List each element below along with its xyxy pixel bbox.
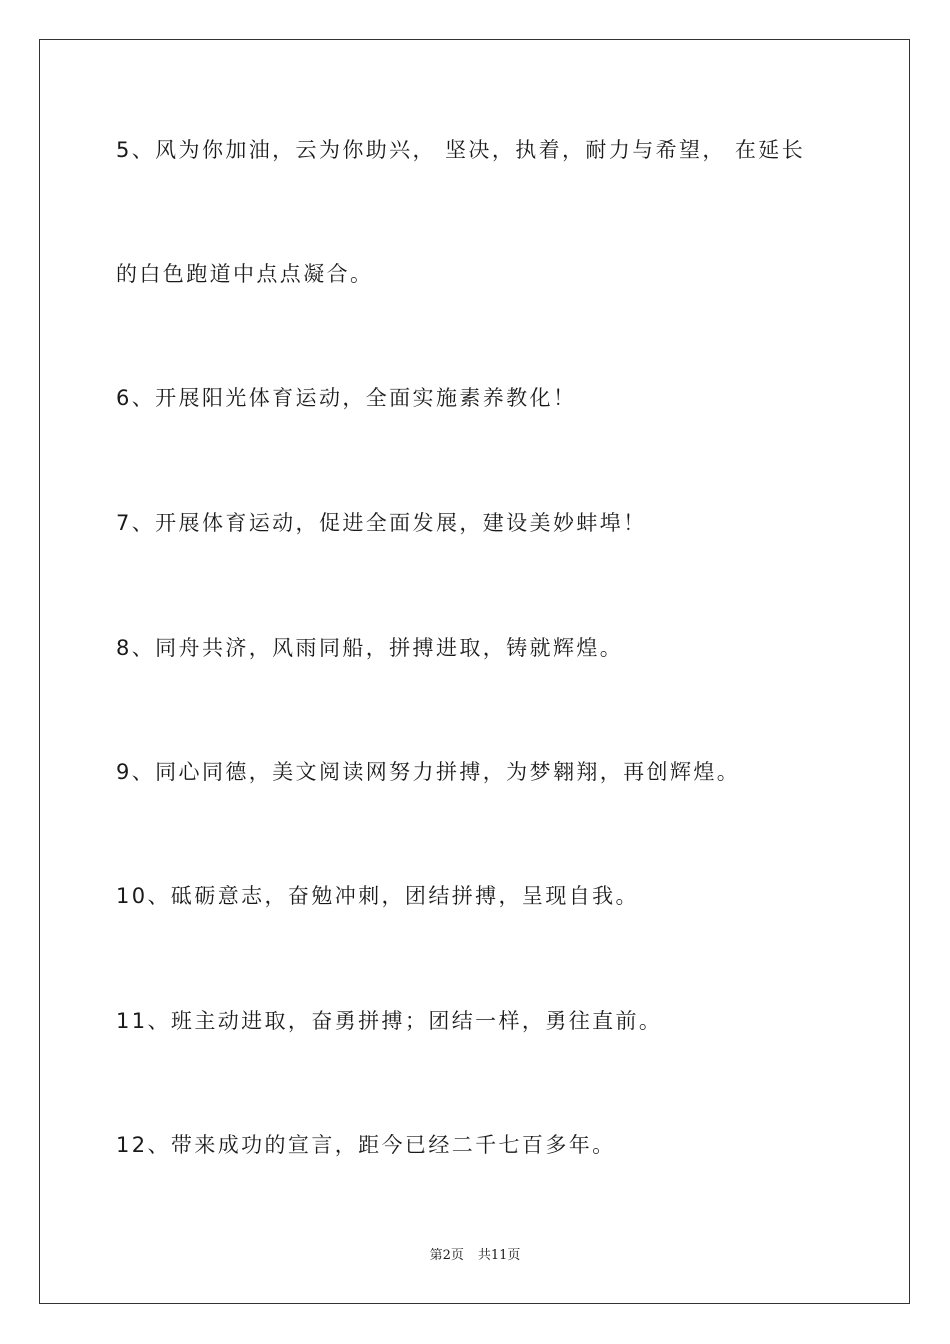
text-line: 7、开展体育运动，促进全面发展，建设美妙蚌埠！ — [116, 511, 647, 535]
page-total: 共11页 — [477, 1248, 521, 1263]
page-frame — [39, 39, 910, 1304]
text-line: 6、开展阳光体育运动，全面实施素养教化！ — [116, 386, 577, 410]
text-line: 9、同心同德，美文阅读网努力拼搏，为梦翱翔，再创辉煌。 — [116, 760, 741, 784]
text-line: 10、砥砺意志，奋勉冲刺，团结拼搏，呈现自我。 — [116, 884, 639, 908]
text-line: 8、同舟共济，风雨同船，拼搏进取，铸就辉煌。 — [116, 636, 624, 660]
text-line: 11、班主动进取，奋勇拼搏；团结一样，勇往直前。 — [116, 1009, 663, 1033]
text-line: 的白色跑道中点点凝合。 — [116, 262, 374, 286]
page-number: 第2页 — [429, 1248, 464, 1263]
page-footer — [0, 1247, 950, 1265]
text-line: 12、带来成功的宣言，距今已经二千七百多年。 — [116, 1133, 616, 1157]
text-line: 5、风为你加油，云为你助兴， 坚决，执着，耐力与希望， 在延长 — [116, 138, 806, 162]
